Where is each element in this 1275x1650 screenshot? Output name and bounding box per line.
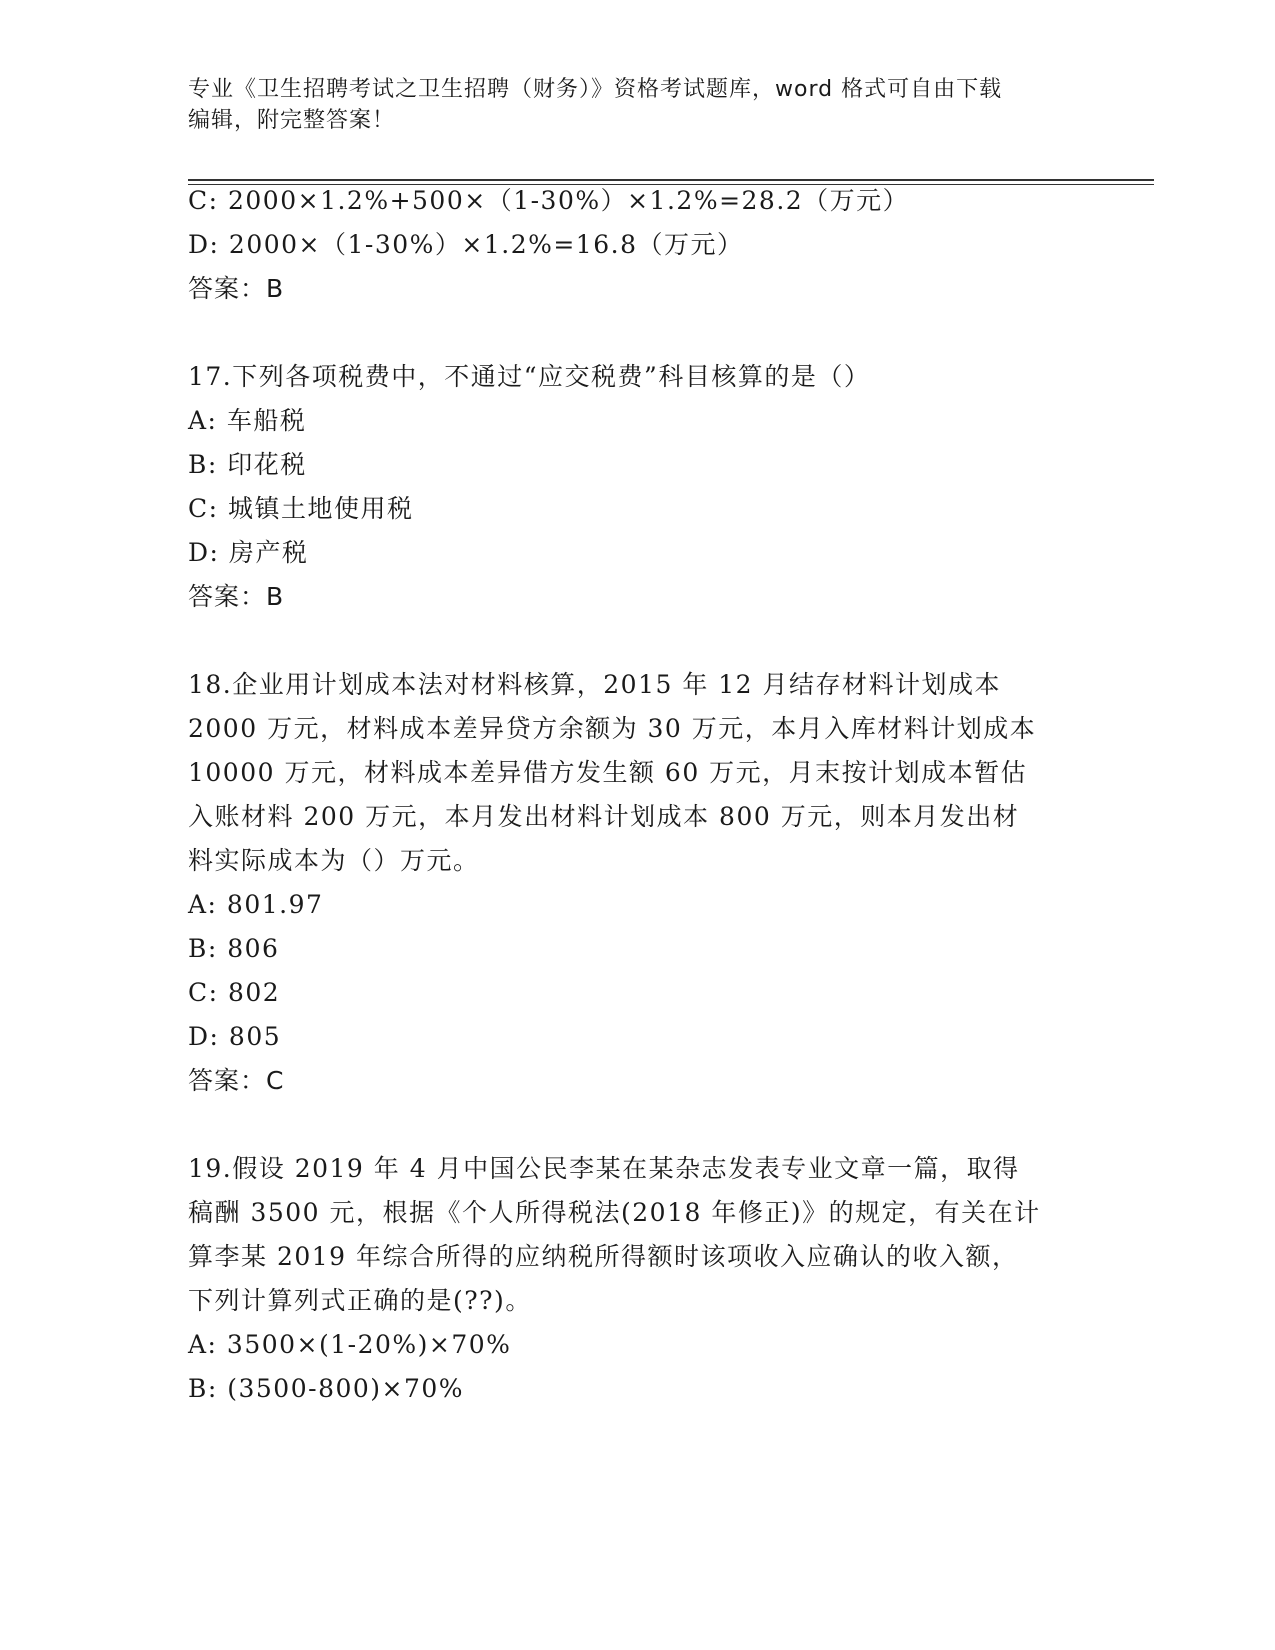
prev-answer: 答案：B (188, 274, 285, 303)
q19-stem-line-3: 算李某 2019 年综合所得的应纳税所得额时该项收入应确认的收入额， (188, 1242, 1019, 1271)
q19-stem-line-2: 稿酬 3500 元，根据《个人所得税法(2018 年修正)》的规定，有关在计 (188, 1198, 1041, 1227)
q18-option-a: A: 801.97 (188, 890, 324, 919)
document-header (188, 74, 1088, 136)
q18-option-d: D: 805 (188, 1022, 282, 1051)
q18-answer: 答案：C (188, 1066, 285, 1095)
q17-stem: 17.下列各项税费中，不通过“应交税费”科目核算的是（） (188, 362, 871, 391)
prev-option-d: D: 2000×（1-30%）×1.2%=16.8（万元） (188, 230, 744, 259)
q18-option-c: C: 802 (188, 978, 281, 1007)
q18-option-b: B: 806 (188, 934, 280, 963)
q17-option-a: A: 车船税 (188, 406, 307, 435)
header-divider-thin (188, 184, 1154, 185)
q17-option-d: D: 房产税 (188, 538, 309, 567)
q18-stem-line-4: 入账材料 200 万元，本月发出材料计划成本 800 万元，则本月发出材 (188, 802, 1020, 831)
q19-stem-line-4: 下列计算列式正确的是(??)。 (188, 1286, 532, 1315)
prev-option-c: C: 2000×1.2%+500×（1-30%）×1.2%=28.2（万元） (188, 186, 910, 215)
q19-stem-line-1: 19.假设 2019 年 4 月中国公民李某在某杂志发表专业文章一篇，取得 (188, 1154, 1020, 1183)
header-title-line: 专业《卫生招聘考试之卫生招聘（财务）》资格考试题库，word 格式可自由下载 (188, 77, 1003, 102)
q17-option-b: B: 印花税 (188, 450, 307, 479)
q18-stem-line-2: 2000 万元，材料成本差异贷方余额为 30 万元，本月入库材料计划成本 (188, 714, 1037, 743)
q19-option-b: B: (3500-800)×70% (188, 1374, 465, 1403)
header-subtitle-line: 编辑，附完整答案！ (188, 108, 396, 133)
header-divider-thick (188, 179, 1154, 181)
q17-option-c: C: 城镇土地使用税 (188, 494, 414, 523)
q17-answer: 答案：B (188, 582, 285, 611)
q18-stem-line-5: 料实际成本为（）万元。 (188, 846, 480, 875)
q19-option-a: A: 3500×(1-20%)×70% (188, 1330, 512, 1359)
q18-stem-line-1: 18.企业用计划成本法对材料核算，2015 年 12 月结存材料计划成本 (188, 670, 1002, 699)
q18-stem-line-3: 10000 万元，材料成本差异借方发生额 60 万元，月末按计划成本暂估 (188, 758, 1028, 787)
